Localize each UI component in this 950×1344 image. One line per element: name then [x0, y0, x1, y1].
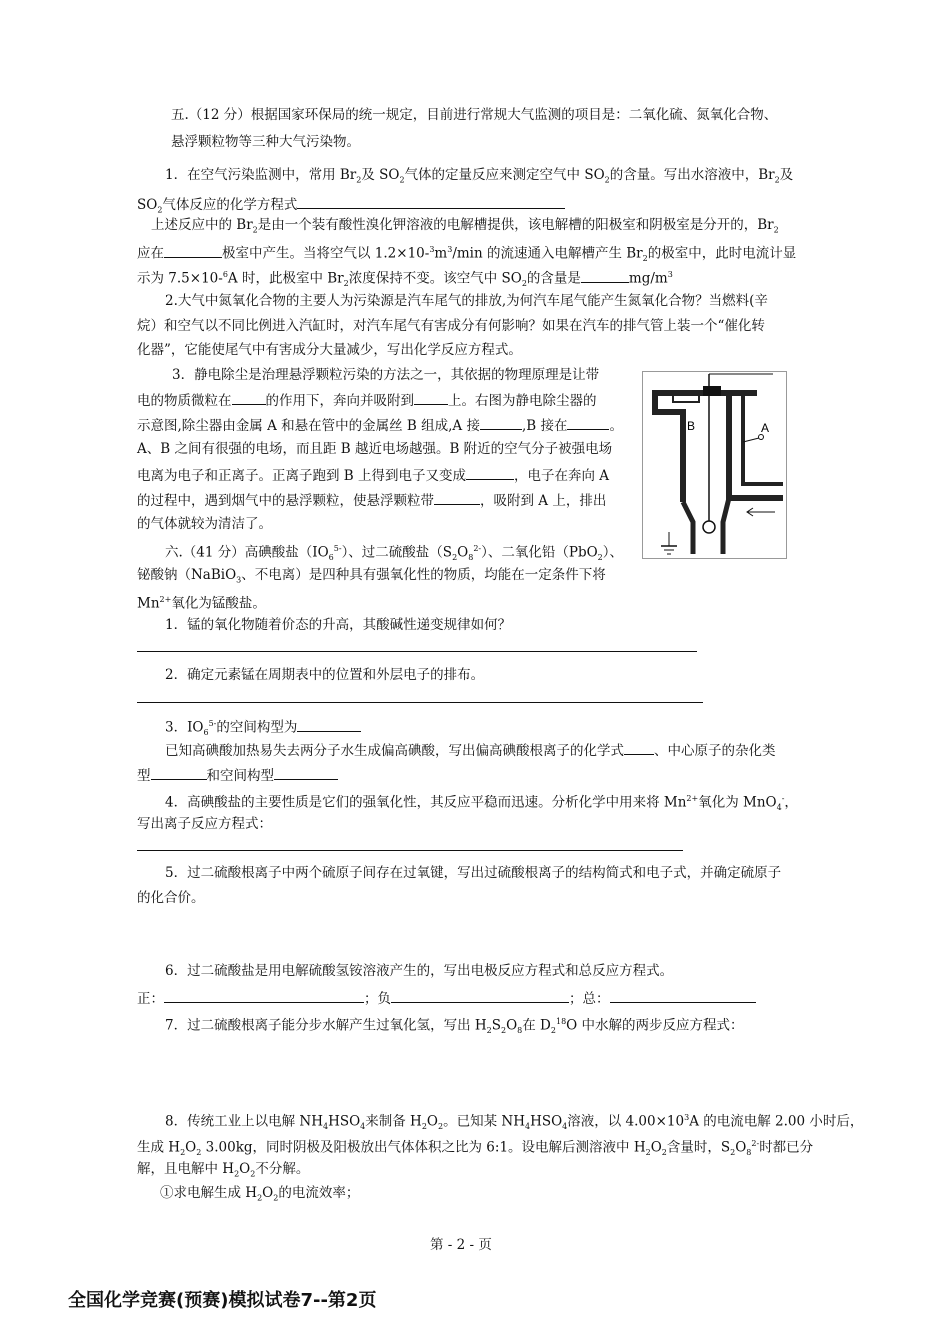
answer-line[interactable]: [137, 651, 697, 652]
q6-item6-answers: 正： ；负 ；总：: [137, 988, 756, 1008]
q6-item8-line4: ①求电解生成 $H_2O_2$的电流效率；: [160, 1185, 360, 1203]
q6-item1: 1．锰的氧化物随着价态的升高，其酸碱性递变规律如何？: [165, 617, 512, 633]
q5-item2-line2: 烷）和空气以不同比例进入汽缸时，对汽车尾气有害成分有何影响？如果在汽车的排气管上装一个“催化转: [137, 318, 765, 334]
q6-item4-line2: 写出离子反应方程式：: [137, 816, 272, 832]
positive-electrode-blank[interactable]: [164, 988, 364, 1003]
q5-item3-line5: 电离为电子和正离子。正离子跑到 B 上得到电子又变成 ，电子在奔向 A: [137, 465, 609, 485]
q6-item3-line2: 已知高碘酸加热易失去两分子水生成偏高碘酸，写出偏高碘酸根离子的化学式 、中心原子的杂化类: [165, 740, 776, 760]
answer-line[interactable]: [137, 850, 683, 851]
q5-item1-line1: 1．在空气污染监测中，常用 $Br_2$及 $SO_2$气体的定量反应来测定空气中 $SO_2$的含量。写出水溶液中，$Br_2$及: [165, 167, 794, 185]
q6-item8-line1: 8．传统工业上以电解 $NH_4HSO_4$来制备 $H_2O_2$。已知某 $NH_4HSO_4$溶液，以 $4.00\times 10^3A$ 的电流电解 2.00 小时后，: [165, 1113, 864, 1132]
q5-item1-line3: 上述反应中的 $Br_2$是由一个装有酸性溴化钾溶液的电解槽提供，该电解槽的阳极室和阴极室是分开的，$Br_2$: [151, 217, 779, 235]
q5-item1-line4: 应在 极室中产生。当将空气以 $1.2\times 10-^3m^3/\min$ 的流速通入电解槽产生 $Br_2$的极室中，此时电流计显: [137, 241, 796, 268]
q5-item3-line1: 3．静电除尘是治理悬浮颗粒污染的方法之一，其依据的物理原理是让带: [172, 367, 600, 383]
answer-blank[interactable]: [624, 740, 654, 755]
q6-intro-line3: $Mn^{2+}$氧化为锰酸盐。: [137, 595, 266, 612]
q5-intro-line2: 悬浮颗粒物等三种大气污染物。: [171, 134, 360, 150]
negative-electrode-blank[interactable]: [391, 988, 569, 1003]
q5-item1-line5: 示为 7.5×10-$^6$A 时，此极室中 $Br_2$浓度保持不变。该空气中 $SO_2$的含量是 $mg/m^3$: [137, 266, 673, 293]
q5-item1-line2: $SO_2$气体反应的化学方程式: [137, 194, 565, 220]
q6-item6: 6．过二硫酸盐是用电解硫酸氢铵溶液产生的，写出电极反应方程式和总反应方程式。: [165, 963, 674, 979]
q6-intro-line2: 铋酸钠（NaBiO$_3$、不电离）是四种具有强氧化性的物质，均能在一定条件下将: [137, 567, 606, 585]
q5-item3-line4: A、B 之间有很强的电场，而且距 B 越近电场越强。B 附近的空气分子被强电场: [137, 441, 613, 457]
q5-item3-line6: 的过程中，遇到烟气中的悬浮颗粒，使悬浮颗粒带 ，吸附到 A 上，排出: [137, 490, 606, 510]
q5-item3-line7: 的气体就较为清洁了。: [137, 516, 272, 532]
q6-item8-line3: 解，且电解中 $H_2O_2$不分解。: [137, 1161, 310, 1179]
page-number: 第 - 2 - 页: [430, 1237, 492, 1253]
total-reaction-blank[interactable]: [610, 988, 756, 1003]
answer-line[interactable]: [137, 702, 703, 703]
q6-item2: 2．确定元素锰在周期表中的位置和外层电子的排布。: [165, 667, 485, 683]
q6-item3-line3: 型 和空间构型: [137, 765, 338, 785]
q6-item8-line2: 生成 $H_2O_2$ 3.00kg，同时阴极及阳极放出气体体积之比为 6:1。设电解后测溶液中 $H_2O_2$含量时，$S_2O_8^{2-}$时都已分: [137, 1139, 814, 1158]
q5-item3-line3: 示意图,除尘器由金属 A 和悬在管中的金属丝 B 组成,A 接 ,B 接在 。: [137, 415, 623, 435]
answer-blank[interactable]: [232, 390, 266, 405]
q6-item3-line1: 3．$IO_6^{5-}$的空间构型为: [165, 715, 361, 742]
q6-item5-line2: 的化合价。: [137, 890, 205, 906]
answer-blank[interactable]: [581, 268, 629, 283]
answer-blank[interactable]: [567, 415, 609, 430]
q5-item2-line3: 化器”，它能使尾气中有害成分大量减少，写出化学反应方程式。: [137, 342, 522, 358]
answer-blank[interactable]: [414, 390, 448, 405]
electrostatic-precipitator-figure: [642, 371, 787, 559]
precipitator-diagram: [643, 372, 786, 558]
label-a: A: [761, 421, 770, 435]
answer-blank[interactable]: [434, 490, 480, 505]
document-title-footer: 全国化学竞赛(预赛)模拟试卷7--第2页: [68, 1290, 377, 1311]
answer-blank[interactable]: [274, 765, 338, 780]
answer-blank[interactable]: [164, 243, 222, 258]
q5-item3-line2: 电的物质微粒在 的作用下，奔向并吸附到 上。右图为静电除尘器的: [137, 390, 597, 410]
answer-blank[interactable]: [297, 194, 565, 209]
q5-intro-line1: 五.（12 分）根据国家环保局的统一规定，目前进行常规大气监测的项目是：二氧化硫、氮氧化合物、: [171, 107, 778, 123]
q5-item2-line1: 2.大气中氮氧化合物的主要人为污染源是汽车尾气的排放,为何汽车尾气能产生氮氧化合物？当燃料(辛: [165, 293, 768, 309]
answer-blank[interactable]: [151, 765, 207, 780]
q6-item7: 7．过二硫酸根离子能分步水解产生过氧化氢，写出 $H_2S_2O_8$在 $D_2^{18}O$ 中水解的两步反应方程式：: [165, 1017, 744, 1036]
label-b: B: [687, 419, 696, 433]
q6-intro-line1: 六.（41 分）高碘酸盐$(IO_6^{5-})$、过二硫酸盐$(S_2O_8^{2-})$、二氧化铅（PbO$_2$）、: [165, 544, 624, 563]
answer-blank[interactable]: [480, 415, 522, 430]
answer-blank[interactable]: [466, 465, 514, 480]
q6-item4-line1: 4．高碘酸盐的主要性质是它们的强氧化性，其反应平稳而迅速。分析化学中用来将 $Mn^{2+}$氧化为 MnO$_4$-，: [165, 794, 798, 813]
answer-blank[interactable]: [297, 717, 361, 732]
q6-item5-line1: 5．过二硫酸根离子中两个硫原子间存在过氧键，写出过硫酸根离子的结构简式和电子式，并确定硫原子: [165, 865, 782, 881]
